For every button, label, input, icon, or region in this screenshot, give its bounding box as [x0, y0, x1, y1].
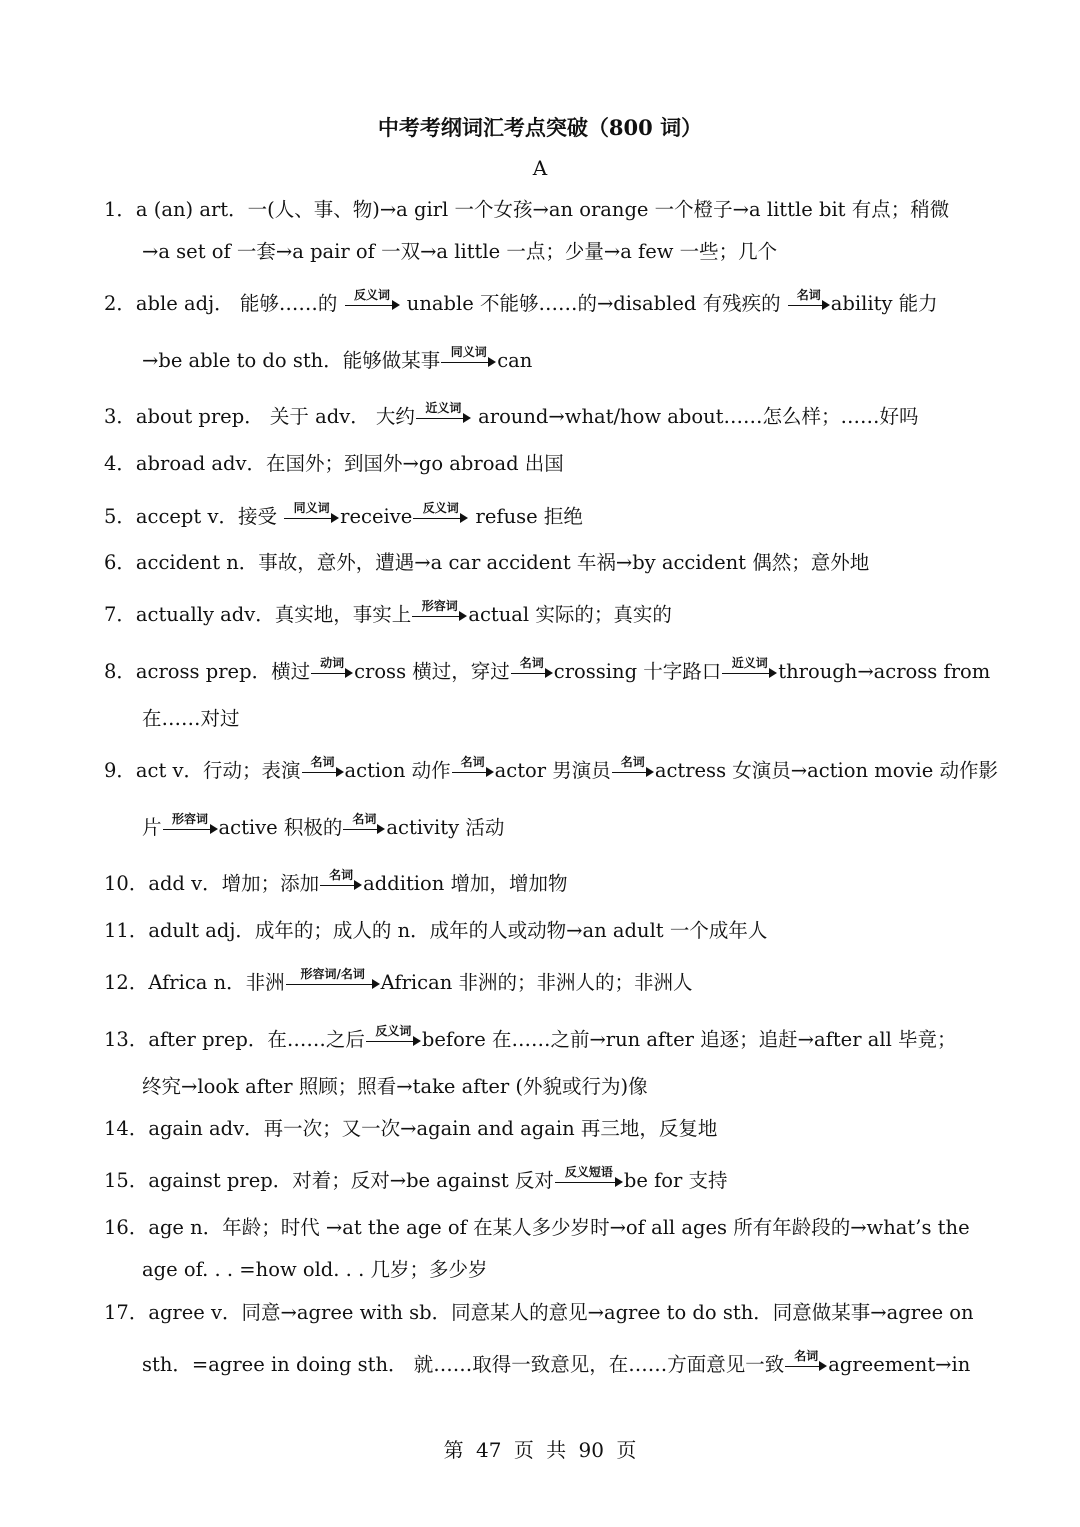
relation-arrow-icon: [452, 754, 494, 783]
entry-text: refuse 拒绝: [469, 505, 583, 528]
relation-arrow-icon: [345, 287, 400, 316]
entry-number: 14．: [104, 1117, 149, 1140]
relation-label: 反义短语: [564, 1164, 613, 1179]
entry-text: act v．行动；表演: [135, 759, 301, 782]
entry-text: against prep．对着；反对→be against 反对: [148, 1169, 554, 1192]
entry-text: a (an) art．一(人、事、物)→a girl 一个女孩→an orange 一个橙子→a little bit 有点；稍微: [135, 198, 950, 221]
relation-arrow-icon: [416, 400, 471, 429]
entry-number: 3．: [104, 405, 136, 428]
entry-text: able adj． 能够……的: [135, 292, 344, 315]
relation-arrow-icon: [511, 655, 553, 684]
entry-text: sth．=agree in doing sth． 就……取得一致意见，在……方面意见一致: [142, 1353, 785, 1376]
relation-label: 名词: [794, 1348, 819, 1363]
relation-arrow-icon: [412, 598, 467, 627]
vocab-entry: [104, 1216, 970, 1240]
entry-text: unable 不能够……的→disabled 有残疾的: [400, 292, 787, 315]
vocab-entry: [104, 1164, 728, 1193]
relation-label: 反义词: [354, 287, 391, 302]
relation-label: 名词: [796, 287, 821, 302]
relation-arrow-icon: [441, 344, 496, 373]
entry-text: agree v．同意→agree with sb．同意某人的意见→agree to do sth．同意做某事→agree on: [148, 1301, 974, 1324]
entry-text: around→what/how about……怎么样；……好吗: [471, 405, 919, 428]
relation-arrow-icon: [343, 811, 385, 840]
relation-label: 同义词: [450, 344, 487, 359]
entry-number: 15．: [104, 1169, 149, 1192]
entry-text: action 动作: [344, 759, 451, 782]
vocab-entry: [104, 867, 568, 896]
entry-number: 13．: [104, 1028, 149, 1051]
entry-text: adult adj．成年的；成人的 n．成年的人或动物→an adult 一个成年人: [148, 919, 768, 942]
relation-label: 动词: [320, 655, 345, 670]
entry-number: 7．: [104, 603, 136, 626]
relation-arrow-icon: [788, 287, 830, 316]
vocab-entry: [104, 500, 583, 529]
relation-label: 名词: [310, 754, 335, 769]
relation-arrow-icon: [785, 1348, 827, 1377]
entry-text: add v．增加；添加: [148, 872, 320, 895]
entry-text: 片: [142, 816, 162, 839]
vocab-entry-continuation: [142, 240, 777, 264]
entry-text: cross 横过，穿过: [354, 660, 510, 683]
entry-text: abroad adv．在国外；到国外→go abroad 出国: [135, 452, 564, 475]
entry-number: 8．: [104, 660, 136, 683]
vocab-entry: [104, 287, 938, 316]
relation-label: 名词: [352, 811, 377, 826]
vocab-entry: [104, 966, 693, 995]
vocab-entry: [104, 1117, 717, 1141]
vocab-entry-continuation: [142, 707, 240, 731]
vocab-entry: [104, 452, 564, 476]
entry-text: accident n．事故，意外，遭遇→a car accident 车祸→by accident 偶然；意外地: [135, 551, 870, 574]
entry-text: through→across from: [778, 660, 991, 683]
entry-text: →a set of 一套→a pair of 一双→a little 一点；少量→a few 一些；几个: [142, 240, 778, 263]
entry-text: about prep． 关于 adv． 大约: [135, 405, 415, 428]
vocab-entry: [104, 551, 869, 575]
vocab-entry: [104, 1301, 974, 1325]
entry-number: 5．: [104, 505, 136, 528]
entry-number: 10．: [104, 872, 149, 895]
entry-number: 12．: [104, 971, 149, 994]
entry-number: 11．: [104, 919, 149, 942]
entry-text: across prep．横过: [135, 660, 311, 683]
entry-number: 16．: [104, 1216, 149, 1239]
vocab-entry: [104, 754, 998, 783]
relation-arrow-icon: [612, 754, 654, 783]
vocab-entry: [104, 919, 767, 943]
relation-arrow-icon: [413, 500, 468, 529]
entry-text: receive: [340, 505, 413, 528]
entry-number: 6．: [104, 551, 136, 574]
entry-text: actress 女演员→action movie 动作影: [654, 759, 998, 782]
vocab-entry: [104, 655, 991, 684]
entry-text: 在……对过: [142, 707, 240, 730]
relation-arrow-icon: [320, 867, 362, 896]
relation-arrow-icon: [284, 500, 339, 529]
relation-arrow-icon: [722, 655, 777, 684]
section-heading: A: [532, 156, 548, 180]
entry-text: 终究→look after 照顾；照看→take after (外貌或行为)像: [142, 1075, 648, 1098]
entry-text: before 在……之前→run after 追逐；追赶→after all 毕竟；: [421, 1028, 957, 1051]
entry-text: actor 男演员: [494, 759, 611, 782]
relation-label: 名词: [460, 754, 485, 769]
entry-number: 1．: [104, 198, 136, 221]
relation-arrow-icon: [555, 1164, 623, 1193]
vocab-entry: [104, 198, 949, 222]
entry-text: age n．年龄；时代 →at the age of 在某人多少岁时→of all ages 所有年龄段的→what’s the: [148, 1216, 970, 1239]
relation-label: 近义词: [731, 655, 768, 670]
relation-label: 名词: [329, 867, 354, 882]
entry-text: be for 支持: [623, 1169, 728, 1192]
entry-text: after prep．在……之后: [148, 1028, 365, 1051]
vocab-entry: [104, 598, 672, 627]
entry-number: 2．: [104, 292, 136, 315]
relation-label: 形容词: [421, 598, 458, 613]
vocab-entry: [104, 1023, 957, 1052]
relation-arrow-icon: [286, 966, 380, 995]
entry-text: again adv．再一次；又一次→again and again 再三地，反复地: [148, 1117, 718, 1140]
vocab-entry-continuation: [142, 1258, 487, 1282]
entry-text: African 非洲的；非洲人的；非洲人: [380, 971, 693, 994]
entry-text: actually adv．真实地，事实上: [135, 603, 412, 626]
entry-text: addition 增加，增加物: [363, 872, 568, 895]
entry-text: agreement→in: [828, 1353, 971, 1376]
entry-text: active 积极的: [218, 816, 343, 839]
relation-arrow-icon: [311, 655, 353, 684]
relation-arrow-icon: [302, 754, 344, 783]
entry-text: Africa n．非洲: [148, 971, 285, 994]
relation-label: 形容词/名词: [300, 966, 365, 981]
entry-text: →be able to do sth．能够做某事: [142, 349, 441, 372]
relation-arrow-icon: [366, 1023, 421, 1052]
vocab-entry-continuation: [142, 811, 505, 840]
entry-number: 9．: [104, 759, 136, 782]
vocab-entry-continuation: [142, 1075, 648, 1099]
entry-number: 17．: [104, 1301, 149, 1324]
relation-label: 名词: [519, 655, 544, 670]
vocab-entry-continuation: [142, 1348, 971, 1377]
relation-label: 名词: [620, 754, 645, 769]
relation-arrow-icon: [163, 811, 218, 840]
relation-label: 反义词: [375, 1023, 412, 1038]
relation-label: 反义词: [422, 500, 459, 515]
entry-text: ability 能力: [830, 292, 938, 315]
page-number-footer: 第 47 页 共 90 页: [443, 1438, 637, 1462]
entry-text: age of. . . =how old. . . 几岁；多少岁: [142, 1258, 488, 1281]
relation-label: 近义词: [425, 400, 462, 415]
vocab-entry: [104, 400, 919, 429]
relation-label: 同义词: [293, 500, 330, 515]
document-title: 中考考纲词汇考点突破（800 词）: [377, 115, 703, 140]
entry-text: actual 实际的；真实的: [468, 603, 672, 626]
vocab-entry-continuation: [142, 344, 533, 373]
entry-number: 4．: [104, 452, 136, 475]
entry-text: crossing 十字路口: [553, 660, 722, 683]
entry-text: accept v．接受: [135, 505, 284, 528]
entry-text: activity 活动: [386, 816, 505, 839]
entry-text: can: [497, 349, 533, 372]
relation-label: 形容词: [172, 811, 209, 826]
